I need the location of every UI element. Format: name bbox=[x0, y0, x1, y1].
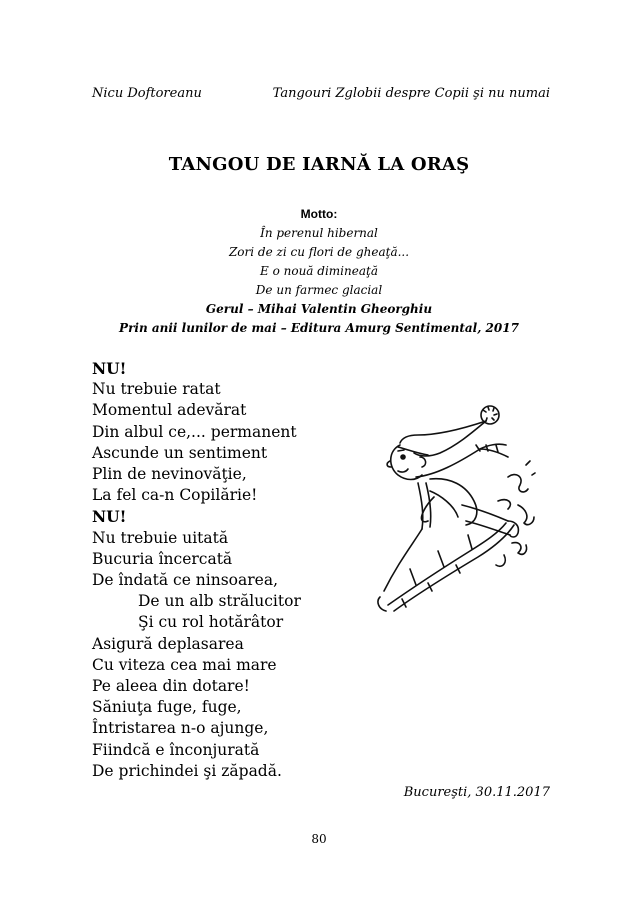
poem-line: Bucuria încercată bbox=[92, 549, 233, 568]
poem-line: Momentul adevărat bbox=[92, 401, 247, 420]
place-date: Bucureşti, 30.11.2017 bbox=[403, 785, 550, 800]
motto-label: Motto: bbox=[300, 207, 338, 221]
poem-line: NU! bbox=[92, 507, 127, 527]
poem-line: De un alb strălucitor bbox=[138, 592, 301, 611]
poem-line: NU! bbox=[92, 359, 127, 378]
motto-line: E o nouă dimineaţă bbox=[260, 264, 378, 278]
poem-line: Săniuţa fuge, fuge, bbox=[92, 698, 242, 717]
motto-line: Zori de zi cu flori de gheaţă... bbox=[228, 245, 410, 259]
poem-line: Întristarea n-o ajunge, bbox=[92, 719, 269, 738]
poem-line: Plin de nevinovăţie, bbox=[92, 465, 247, 484]
child-sledding-drawing bbox=[358, 405, 538, 617]
poem-line: De îndată ce ninsoarea, bbox=[92, 571, 279, 590]
poem-line: Nu trebuie uitată bbox=[92, 528, 229, 547]
poem-body bbox=[92, 358, 301, 782]
poem-line: Din albul ce,... permanent bbox=[92, 422, 297, 441]
page-number: 80 bbox=[311, 832, 327, 846]
header-author: Nicu Doftoreanu bbox=[92, 86, 202, 101]
motto-attribution: Gerul – Mihai Valentin Gheorghiu bbox=[205, 302, 433, 316]
header-book-title: Tangouri Zglobii despre Copii şi nu numai bbox=[272, 86, 550, 101]
motto-line: De un farmec glacial bbox=[255, 283, 383, 297]
poem-title: TANGOU DE IARNĂ LA ORAŞ bbox=[168, 154, 470, 175]
poem-line: La fel ca-n Copilărie! bbox=[92, 486, 258, 505]
poem-line: Asigură deplasarea bbox=[92, 634, 244, 653]
poem-line: Nu trebuie ratat bbox=[92, 380, 221, 399]
poem-line: Cu viteza cea mai mare bbox=[92, 655, 277, 674]
motto-block bbox=[0, 205, 638, 338]
motto-line: În perenul hibernal bbox=[260, 226, 378, 240]
poem-line: De prichindei şi zăpadă. bbox=[92, 761, 282, 780]
poem-line: Ascunde un sentiment bbox=[92, 443, 268, 462]
poem-line: Pe aleea din dotare! bbox=[92, 677, 250, 696]
poem-line: Şi cu rol hotărâtor bbox=[138, 613, 284, 632]
motto-source: Prin anii lunilor de mai – Editura Amurg Sentimental, 2017 bbox=[119, 321, 519, 335]
poem-line: Fiindcă e înconjurată bbox=[92, 740, 260, 759]
